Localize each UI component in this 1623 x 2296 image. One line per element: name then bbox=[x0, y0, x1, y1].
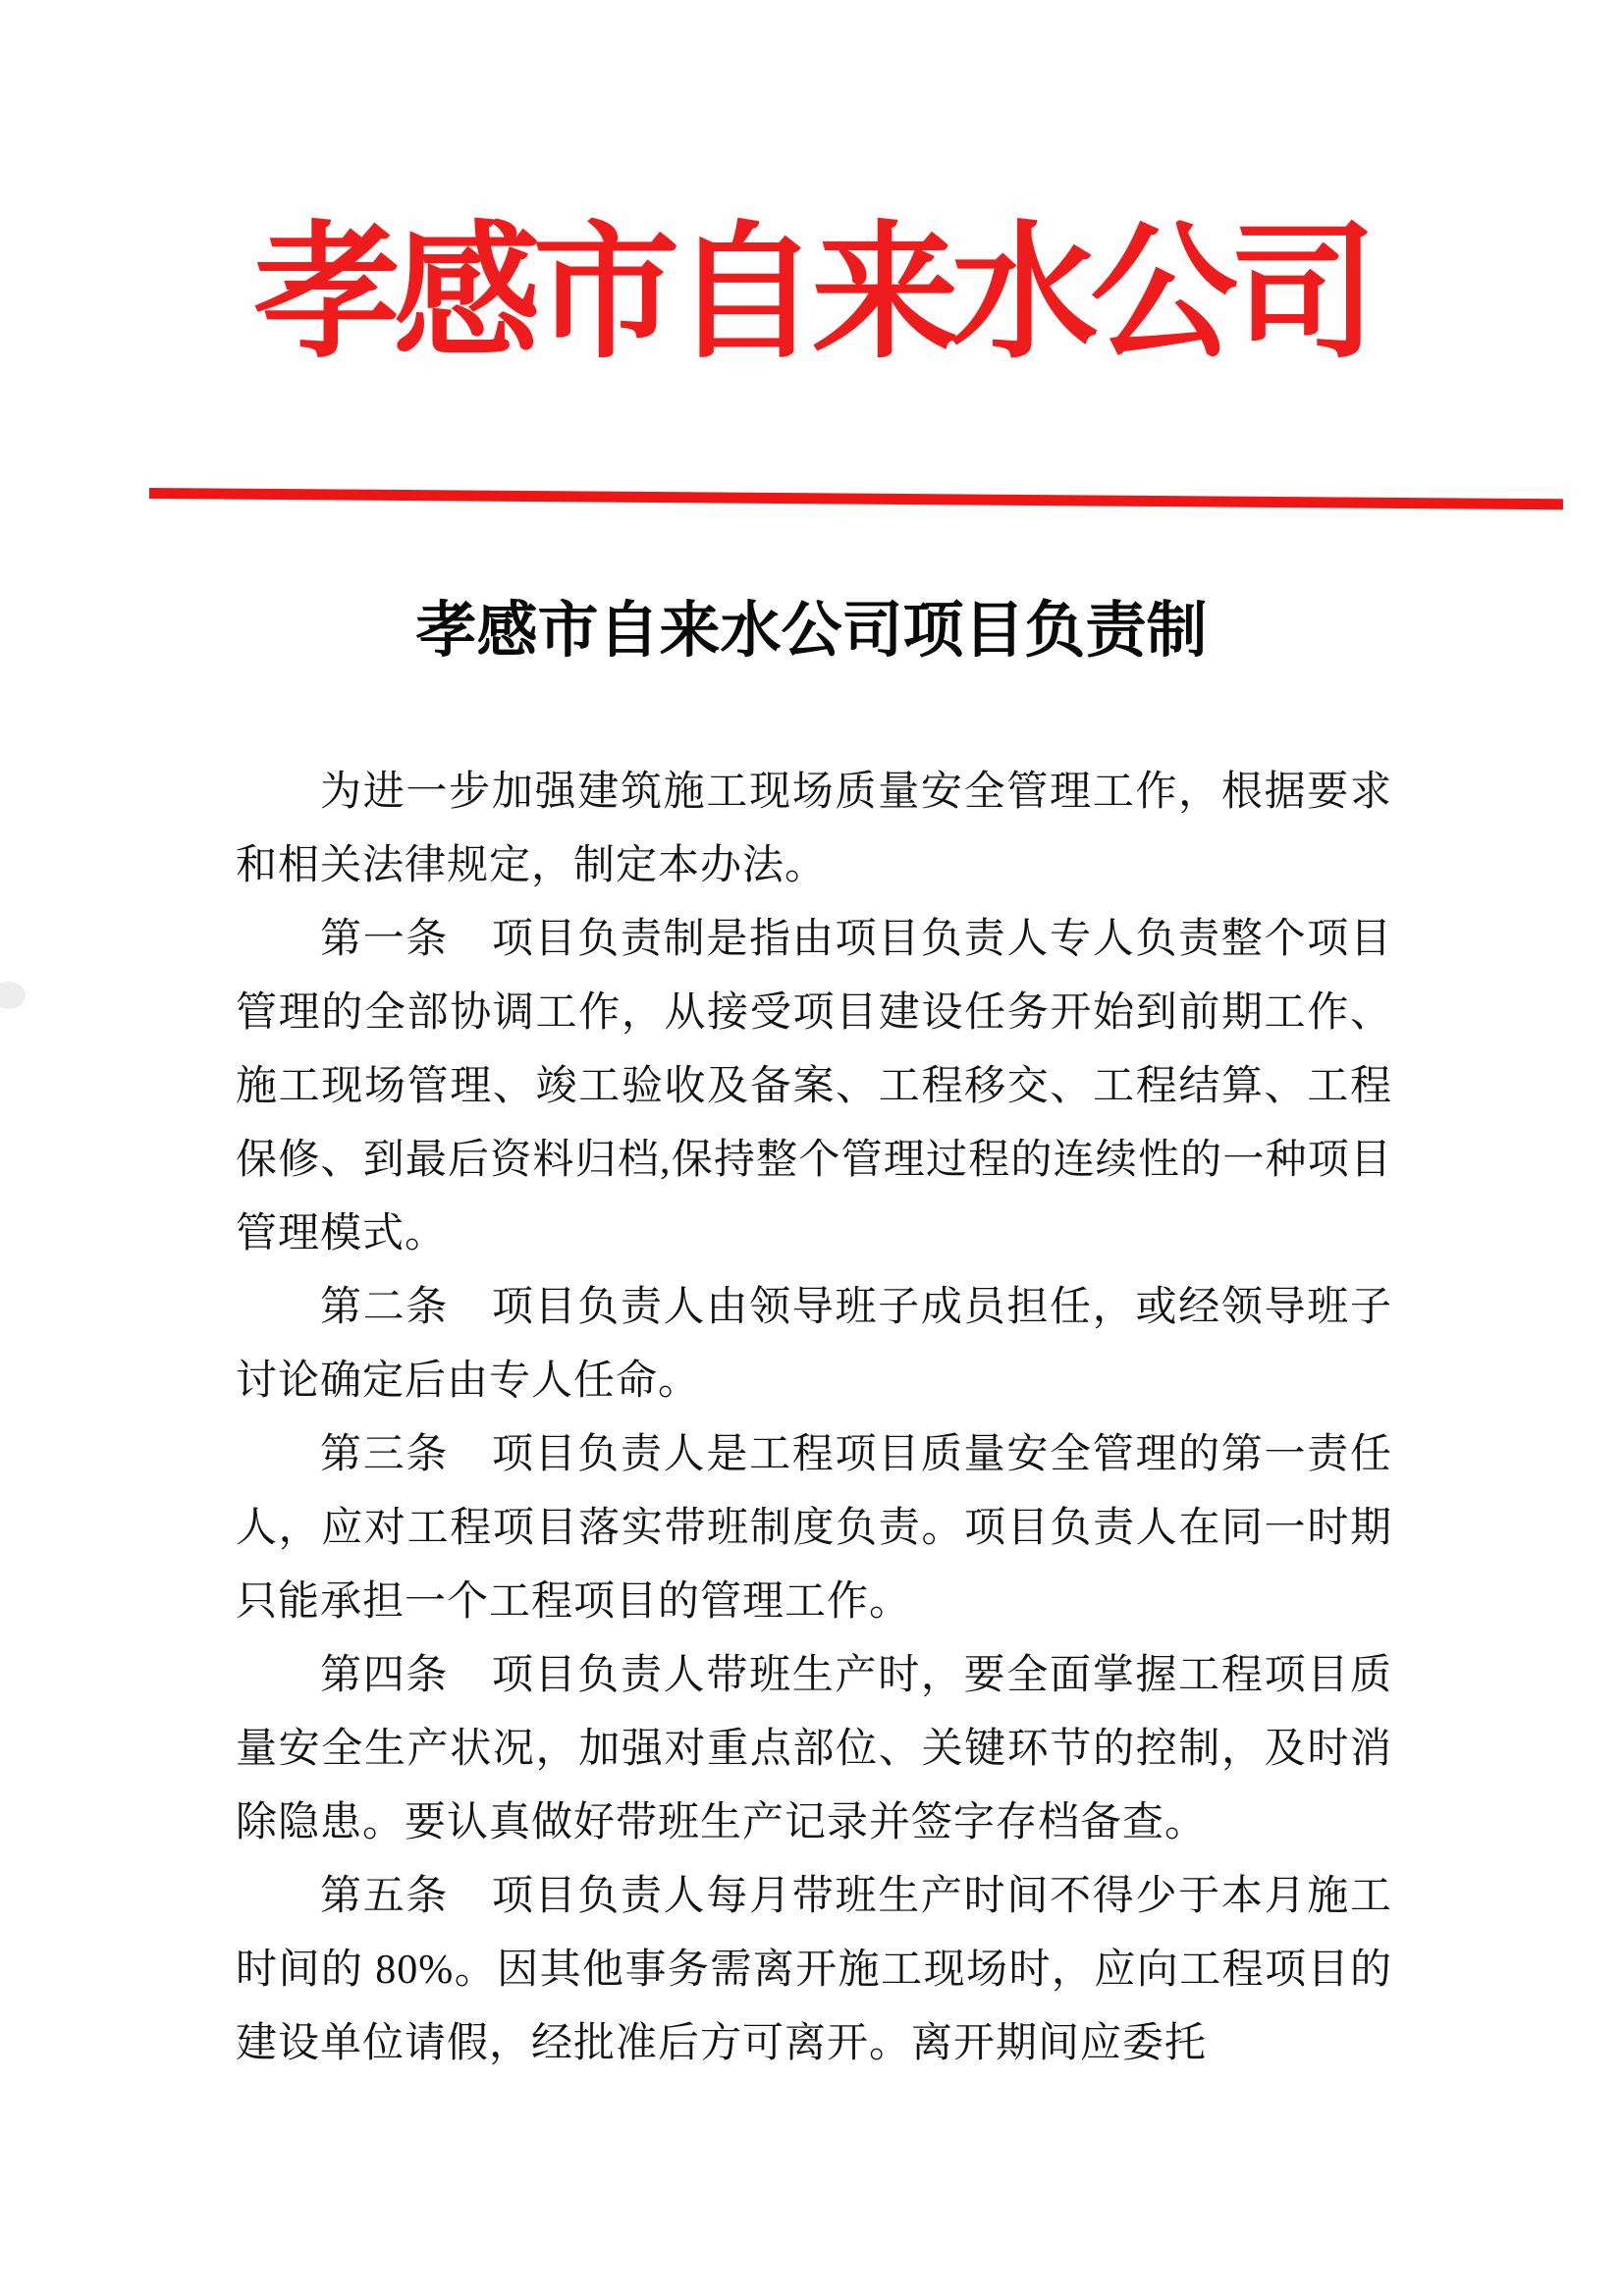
clause-number: 第四条 bbox=[320, 1653, 492, 1698]
body-paragraph: 第三条 项目负责人是工程项目质量安全管理的第一责任人，应对工程项目落实带班制度负责。项目负责人在同一时期只能承担一个工程项目的管理工作。 bbox=[236, 1432, 1392, 1625]
document-body bbox=[236, 756, 1392, 2081]
clause-number: 第五条 bbox=[320, 1874, 492, 1919]
body-paragraph: 为进一步加强建筑施工现场质量安全管理工作，根据要求和相关法律规定，制定本办法。 bbox=[236, 770, 1392, 888]
body-paragraph: 第二条 项目负责人由领导班子成员担任，或经领导班子讨论确定后由专人任命。 bbox=[236, 1285, 1392, 1404]
clause-number: 第一条 bbox=[320, 917, 492, 962]
letterhead-separator-rule bbox=[149, 488, 1563, 509]
body-paragraph: 第一条 项目负责制是指由项目负责人专人负责整个项目管理的全部协调工作，从接受项目建设任务开始到前期工作、施工现场管理、竣工验收及备案、工程移交、工程结算、工程保修、到最后资料归档,保持整个管理过程的连续性的一种项目管理模式。 bbox=[236, 917, 1392, 1256]
body-paragraph: 第四条 项目负责人带班生产时，要全面掌握工程项目质量安全生产状况，加强对重点部位、关键环节的控制，及时消除隐患。要认真做好带班生产记录并签字存档备查。 bbox=[236, 1653, 1392, 1845]
clause-number: 第二条 bbox=[320, 1285, 492, 1330]
clause-number: 第三条 bbox=[320, 1432, 492, 1477]
document-title: 孝感市自来水公司项目负责制 bbox=[415, 598, 1208, 665]
letterhead-company-name: 孝感市自来水公司 bbox=[253, 213, 1370, 376]
scan-smudge-artifact bbox=[0, 982, 26, 1009]
body-paragraph: 第五条 项目负责人每月带班生产时间不得少于本月施工时间的 80%。因其他事务需离开施工现场时，应向工程项目的建设单位请假，经批准后方可离开。离开期间应委托 bbox=[236, 1874, 1392, 2066]
